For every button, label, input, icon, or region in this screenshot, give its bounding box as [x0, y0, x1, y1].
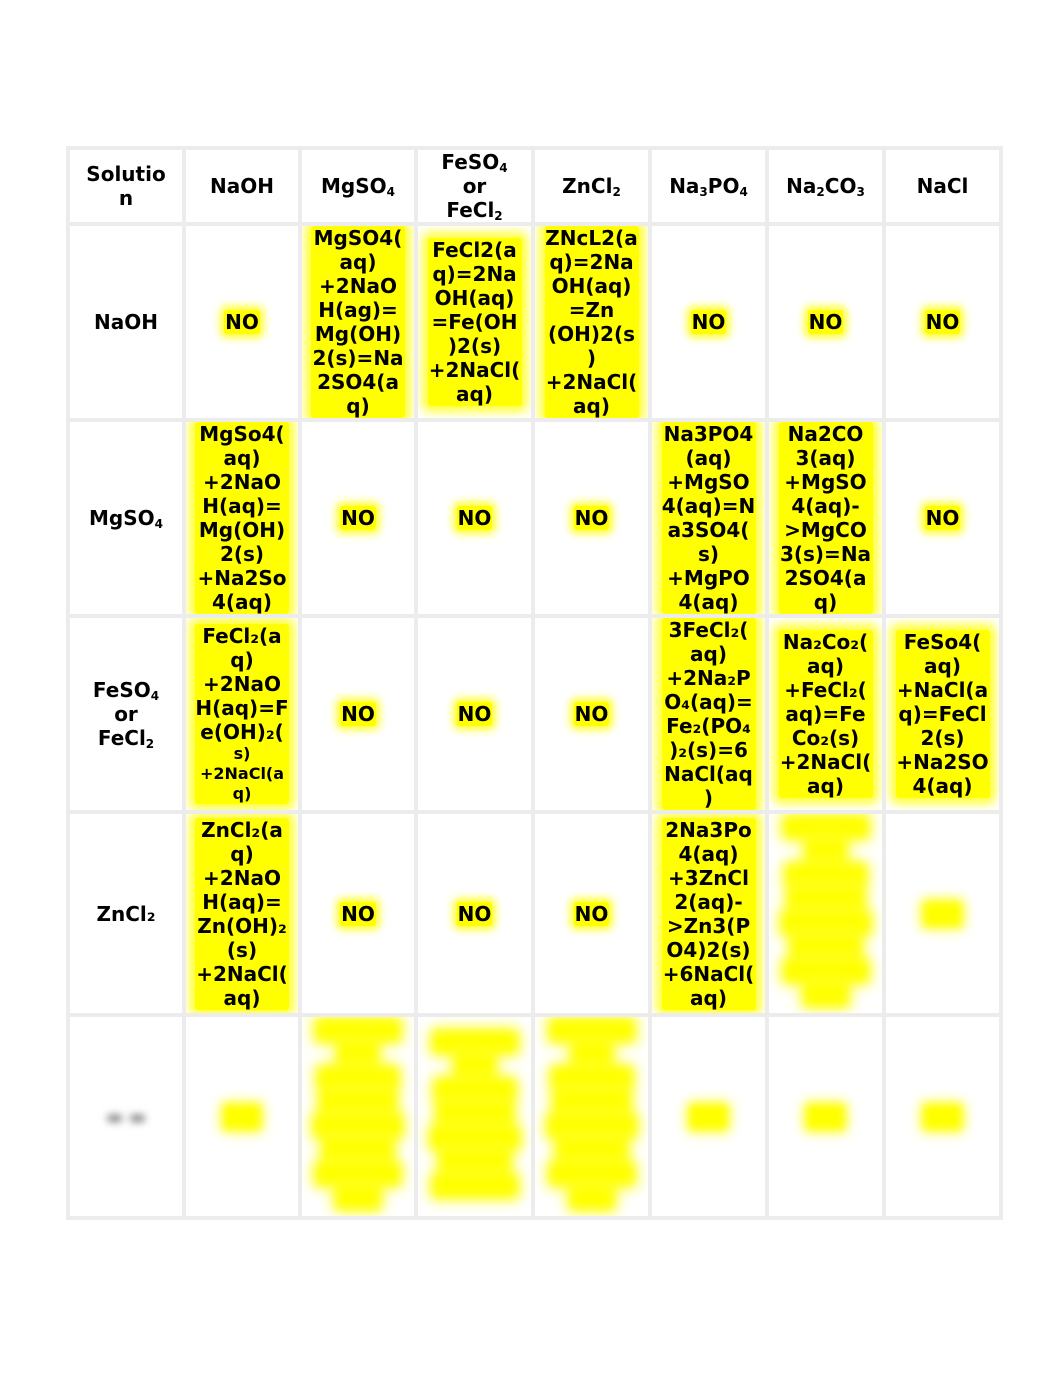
equation-line: Co₂(s) — [791, 726, 860, 750]
column-header-label: NaOH — [210, 174, 274, 198]
obscured-no-label — [807, 1105, 844, 1129]
reaction-cell — [884, 812, 1001, 1015]
equation-line: (aq) — [685, 446, 732, 470]
reaction-cell — [300, 616, 416, 812]
equation-line: s) — [697, 542, 720, 566]
reaction-cell — [416, 812, 533, 1015]
column-header-label: MgSO$_4$ — [321, 174, 395, 199]
equation-line: q) — [232, 784, 252, 803]
column-header-label: $Na_2CO_3$ — [786, 174, 865, 199]
reaction-cell — [884, 224, 1001, 420]
equation-line: +2NaCl( — [196, 961, 288, 986]
no-reaction-label: NO — [574, 506, 609, 530]
obscured-equation — [782, 814, 870, 1008]
equation-line: Zn(OH)₂ — [197, 913, 287, 938]
row-header — [68, 224, 184, 420]
reaction-cell — [533, 616, 650, 812]
equation-line: +FeCl₂( — [784, 678, 867, 702]
equation-line: 4(aq) — [211, 590, 272, 614]
equation-line: aq) — [690, 642, 727, 666]
equation-line: s) — [233, 744, 251, 763]
column-header-label: $Na_3PO_4$ — [669, 174, 748, 199]
equation-line: 2(aq)- — [674, 889, 743, 914]
reaction-cell — [184, 616, 300, 812]
equation-line: ) — [586, 346, 597, 370]
equation-line: FeCl₂(a — [202, 624, 282, 648]
no-reaction-label: NO — [457, 506, 492, 530]
equation-line: O₄(aq)= — [664, 690, 753, 714]
column-header — [767, 148, 884, 224]
equation-line: aq) — [456, 382, 493, 406]
equation-line: H(ag)= — [318, 298, 398, 322]
reaction-equation — [662, 818, 756, 1010]
reaction-cell — [416, 1015, 533, 1218]
no-reaction-label: NO — [341, 901, 375, 926]
equation-line: 3(aq) — [795, 446, 856, 470]
column-header — [416, 148, 533, 224]
reaction-cell — [533, 224, 650, 420]
equation-line: (s) — [226, 937, 258, 962]
row-header — [68, 1015, 184, 1218]
equation-line: aq)=Fe — [785, 702, 866, 726]
equation-line: e(OH)₂( — [200, 720, 284, 744]
equation-line: aq) — [573, 394, 610, 418]
equation-line: FeSo4( — [903, 630, 982, 654]
column-header — [533, 148, 650, 224]
obscured-no-label — [924, 1105, 961, 1129]
reaction-cell — [416, 224, 533, 420]
equation-line: NaCl(aq — [664, 762, 753, 786]
equation-line: +MgSO — [784, 470, 867, 494]
no-reaction-label: NO — [574, 702, 609, 726]
corner-header — [68, 148, 184, 224]
equation-line: +2NaCl( — [779, 750, 872, 774]
equation-line: +2NaO — [203, 865, 281, 890]
reaction-cell — [300, 1015, 416, 1218]
equation-line: +2NaO — [203, 470, 281, 494]
no-reaction-label: NO — [808, 310, 843, 334]
equation-line: >Zn3(P — [666, 913, 751, 938]
equation-line: ) — [703, 786, 714, 810]
equation-line: Mg(OH) — [314, 322, 402, 346]
corner-label-line2: n — [118, 186, 134, 210]
reaction-cell — [650, 616, 767, 812]
column-header-label: NaCl — [916, 174, 969, 198]
equation-line: q)=FeCl — [898, 702, 987, 726]
equation-line: Mg(OH) — [198, 518, 286, 542]
equation-line: +2NaO — [319, 274, 397, 298]
row-header — [68, 420, 184, 616]
equation-line: Na₂Co₂( — [782, 630, 869, 654]
equation-line: OH(aq) — [551, 274, 632, 298]
table-row — [68, 616, 1001, 812]
equation-line: +Na2So — [197, 566, 287, 590]
equation-line: aq) — [807, 774, 844, 798]
reaction-cell — [767, 420, 884, 616]
equation-line: OH(aq) — [434, 286, 515, 310]
reaction-cell — [650, 812, 767, 1015]
row-header-label: NaOH — [94, 310, 158, 334]
equation-line: q) — [230, 648, 254, 672]
equation-line: 2SO4(a — [317, 370, 399, 394]
equation-line: q) — [813, 590, 838, 614]
equation-line: 2SO4(a — [784, 566, 867, 590]
reaction-cell — [767, 1015, 884, 1218]
column-header-label: ZnCl$_2$ — [562, 174, 621, 199]
reaction-cell — [767, 812, 884, 1015]
reaction-table-container — [66, 146, 1003, 1220]
equation-line: 2Na3Po — [665, 817, 752, 842]
equation-line: Na3PO4 — [663, 422, 754, 446]
equation-line: 4(aq) — [678, 590, 739, 614]
reaction-cell — [884, 420, 1001, 616]
no-reaction-label: NO — [457, 702, 492, 726]
reaction-cell — [533, 812, 650, 1015]
equation-line: +6NaCl( — [662, 961, 755, 986]
equation-line: 2(s)=Na — [312, 346, 404, 370]
equation-line: =Fe(OH — [431, 310, 518, 334]
equation-line: )₂(s)=6 — [669, 738, 748, 762]
equation-line: aq) — [924, 654, 961, 678]
reaction-cell — [184, 1015, 300, 1218]
obscured-no-label — [224, 1105, 261, 1129]
reaction-cell — [650, 1015, 767, 1218]
reaction-cell — [533, 420, 650, 616]
corner-label — [80, 162, 172, 210]
equation-line: q) — [230, 841, 254, 866]
reaction-table — [66, 146, 1003, 1220]
equation-line: aq) — [807, 654, 844, 678]
row-header-label: FeSO$_4$ or FeCl$_2$ — [92, 678, 160, 751]
equation-line: MgSO4( — [313, 226, 403, 250]
equation-line: 4(aq) — [912, 774, 973, 798]
equation-line: aq) — [339, 250, 377, 274]
row-header — [68, 616, 184, 812]
equation-line: 4(aq)- — [791, 494, 860, 518]
equation-line: q)=2Na — [432, 262, 517, 286]
header-row — [68, 148, 1001, 224]
obscured-equation — [431, 1029, 519, 1199]
column-header — [650, 148, 767, 224]
table-row — [68, 812, 1001, 1015]
reaction-equation — [311, 226, 405, 418]
equation-line: H(aq)=F — [195, 696, 289, 720]
equation-line: ZnCl₂(a — [201, 817, 283, 842]
equation-line: +3ZnCl — [668, 865, 749, 890]
row-header — [68, 812, 184, 1015]
obscured-equation — [548, 1017, 636, 1211]
obscured-no-label — [690, 1105, 727, 1129]
equation-line: H(aq)= — [202, 494, 282, 518]
reaction-equation — [195, 818, 289, 1010]
reaction-cell — [767, 224, 884, 420]
no-reaction-label: NO — [574, 901, 609, 926]
no-reaction-label: NO — [457, 901, 492, 926]
column-header-label: FeSO$_4$ or FeCl$_2$ — [441, 150, 508, 223]
equation-line: )2(s) — [447, 334, 502, 358]
equation-line: >MgCO — [784, 518, 867, 542]
reaction-cell — [650, 224, 767, 420]
table-row — [68, 1015, 1001, 1218]
equation-line: +Na2SO — [896, 750, 989, 774]
equation-line: (OH)2(s — [548, 322, 635, 346]
equation-line: Fe₂(PO₄ — [666, 714, 751, 738]
reaction-equation — [896, 630, 990, 798]
row-header-label: MgSO$_4$ — [89, 506, 163, 531]
equation-line: 4(aq) — [678, 841, 739, 866]
reaction-cell — [184, 224, 300, 420]
no-reaction-label: NO — [341, 702, 375, 726]
equation-line: 4(aq)=N — [661, 494, 756, 518]
equation-line: +2NaO — [203, 672, 281, 696]
no-reaction-label: NO — [341, 506, 375, 530]
row-header-label: ZnCl₂ — [96, 901, 156, 926]
reaction-cell — [300, 420, 416, 616]
column-header — [884, 148, 1001, 224]
no-reaction-label: NO — [225, 310, 259, 334]
equation-line: Na2CO — [787, 422, 864, 446]
equation-line: aq) — [223, 985, 261, 1010]
obscured-row-label: ▬ ▬ — [106, 1106, 146, 1128]
reaction-equation — [428, 238, 522, 406]
equation-line: +MgSO — [667, 470, 750, 494]
reaction-cell — [184, 420, 300, 616]
reaction-equation — [779, 422, 873, 614]
equation-line: +2NaCl(a — [199, 764, 285, 783]
equation-line: +MgPO — [667, 566, 750, 590]
equation-line: +2NaCl( — [428, 358, 521, 382]
equation-line: +2NaCl( — [545, 370, 638, 394]
equation-line: ZNcL2(a — [545, 226, 638, 250]
reaction-equation — [195, 624, 289, 804]
equation-line: q) — [346, 394, 370, 418]
equation-line: q)=2Na — [549, 250, 634, 274]
equation-line: +NaCl(a — [896, 678, 989, 702]
equation-line: 2(s) — [920, 726, 965, 750]
equation-line: 3FeCl₂( — [668, 618, 749, 642]
equation-line: +2Na₂P — [666, 666, 751, 690]
obscured-equation — [314, 1017, 402, 1211]
reaction-cell — [533, 1015, 650, 1218]
equation-line: MgSo4( — [199, 422, 285, 446]
table-row — [68, 224, 1001, 420]
equation-line: H(aq)= — [202, 889, 282, 914]
reaction-cell — [300, 812, 416, 1015]
reaction-equation — [779, 630, 873, 798]
reaction-cell — [884, 616, 1001, 812]
equation-line: a3SO4( — [667, 518, 750, 542]
reaction-cell — [416, 420, 533, 616]
corner-label-line1: Solutio — [86, 162, 166, 186]
reaction-cell — [884, 1015, 1001, 1218]
no-reaction-label: NO — [925, 310, 960, 334]
equation-line: aq) — [690, 985, 727, 1010]
reaction-cell — [416, 616, 533, 812]
reaction-equation — [662, 618, 756, 810]
equation-line: 2(s) — [219, 542, 265, 566]
equation-line: FeCl2(a — [432, 238, 517, 262]
reaction-cell — [184, 812, 300, 1015]
equation-line: =Zn — [568, 298, 615, 322]
column-header — [184, 148, 300, 224]
equation-line: aq) — [223, 446, 261, 470]
table-row — [68, 420, 1001, 616]
no-reaction-label: NO — [691, 310, 726, 334]
no-reaction-label: NO — [925, 506, 960, 530]
reaction-cell — [767, 616, 884, 812]
obscured-no-label — [924, 902, 961, 926]
equation-line: O4)2(s) — [666, 937, 751, 962]
reaction-equation — [195, 422, 289, 614]
reaction-equation — [662, 422, 756, 614]
column-header — [300, 148, 416, 224]
reaction-cell — [650, 420, 767, 616]
reaction-equation — [545, 226, 639, 418]
equation-line: 3(s)=Na — [779, 542, 872, 566]
reaction-cell — [300, 224, 416, 420]
